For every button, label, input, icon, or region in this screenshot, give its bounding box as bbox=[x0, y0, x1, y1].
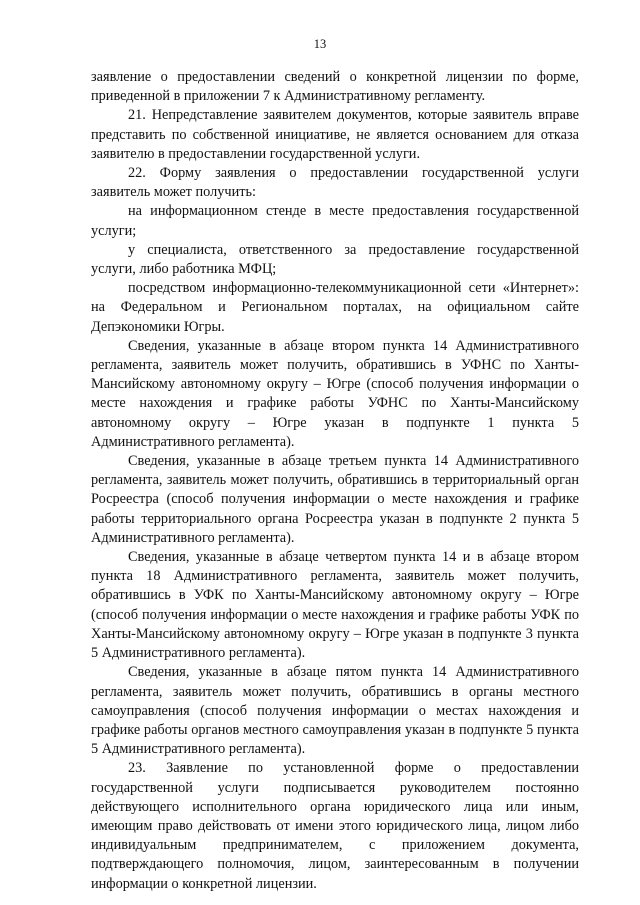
paragraph-continuation: заявление о предоставлении сведений о конкретной лицензии по форме, приведенной в приложении 7 к Административному регламенту. bbox=[91, 69, 579, 105]
paragraph-item-22: 22. Форму заявления о предоставлении государственной услуги заявитель может получить: bbox=[91, 165, 579, 201]
paragraph-specialist: у специалиста, ответственного за предоставление государственной услуги, либо работника МФЦ; bbox=[91, 241, 579, 278]
paragraph-ufns: Сведения, указанные в абзаце втором пункта 14 Административного регламента, заявитель может получить, обратившись в УФНС по Ханты-Мансийскому автономному округу – Югре (способ получения информации о месте нахождения и графике работы УФНС по Ханты-Мансийскому автономному округу – Югре указан в подпункте 1 пункта 5 Административного регламента). bbox=[91, 337, 579, 450]
page-number: 13 bbox=[313, 37, 327, 51]
paragraph-ufk: Сведения, указанные в абзаце четвертом пункта 14 и в абзаце втором пункта 18 Административного регламента, заявитель может получить, обратившись в УФК по Ханты-Мансийскому автономному округу – Югре (способ получения информации о месте нахождения и графике работы УФК по Ханты-Мансийскому автономному округу – Югре указан в подпункте 3 пункта 5 Административного регламента). bbox=[91, 549, 579, 662]
paragraph-info-stand: на информационном стенде в месте предоставления государственной услуги; bbox=[91, 203, 579, 239]
body-text bbox=[91, 68, 579, 894]
paragraph-rosreestr: Сведения, указанные в абзаце третьем пункта 14 Административного регламента, заявитель может получить, обратившись в территориальный орган Росреестра (способ получения информации о месте нахождения и графике работы территориального органа Росреестра указан в подпункте 2 пункта 5 Административного регламента). bbox=[91, 453, 579, 546]
paragraph-item-23: 23. Заявление по установленной форме о предоставлении государственной услуги подписывается руководителем постоянно действующего исполнительного органа юридического лица или иным, имеющим право действовать от имени этого юридического лица, лицом либо индивидуальным предпринимателем, с приложением документа, подтверждающего полномочия, лицом, заинтересованным в получении информации о конкретной лицензии. bbox=[91, 760, 579, 892]
paragraph-internet: посредством информационно-телекоммуникационной сети «Интернет»: на Федеральном и Региональном порталах, на официальном сайте Депэкономики Югры. bbox=[91, 280, 579, 335]
paragraph-item-21: 21. Непредставление заявителем документов, которые заявитель вправе представить по собственной инициативе, не является основанием для отказа заявителю в предоставлении государственной услуги. bbox=[91, 107, 579, 162]
paragraph-local-government: Сведения, указанные в абзаце пятом пункта 14 Административного регламента, заявитель может получить, обратившись в органы местного самоуправления (способ получения информации о местах нахождения и графике работы органов местного самоуправления указан в подпункте 5 пункта 5 Административного регламента). bbox=[91, 664, 579, 758]
